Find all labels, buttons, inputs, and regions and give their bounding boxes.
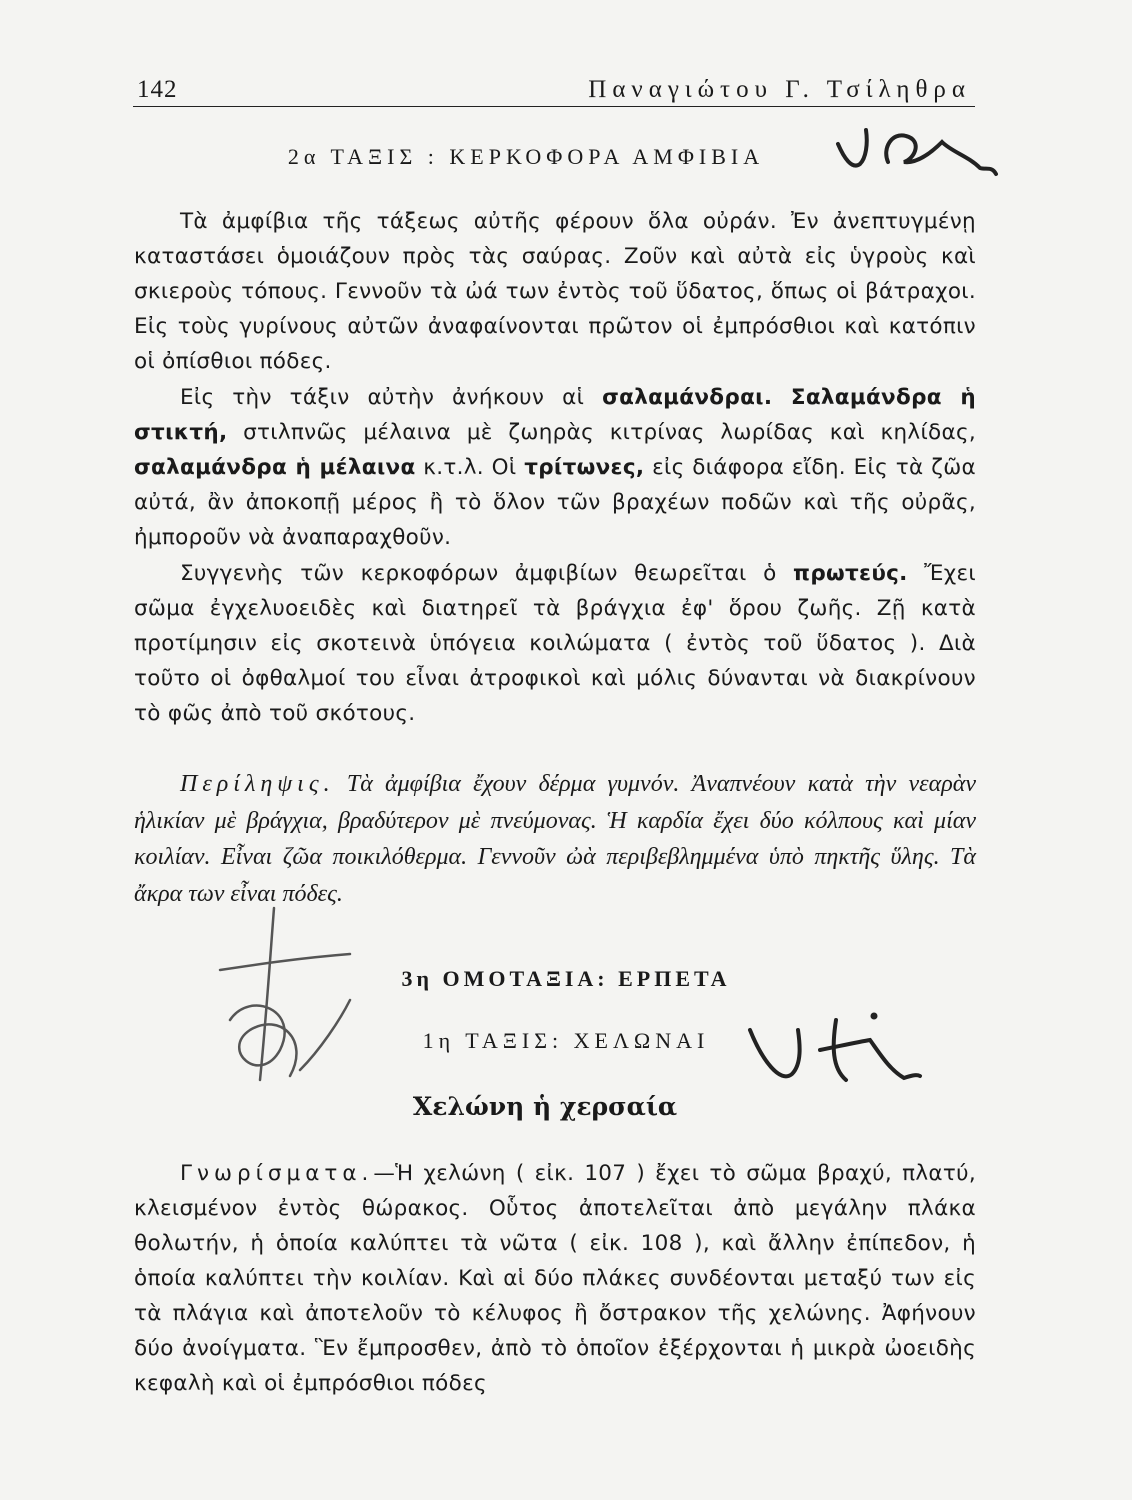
- handwritten-mark-top: [830, 118, 1000, 198]
- paragraph-proteus: Συγγενὴς τῶν κερκοφόρων ἀμφιβίων θεωρεῖται ὁ πρωτεύς. Ἔχει σῶμα ἐγχελυοειδὲς καὶ διατηρεῖ τὰ βράγχια ἐφ' ὅρου ζωῆς. Ζῇ κατὰ προτίμησιν εἰς σκοτεινὰ ὑπόγεια κοιλώματα ( ἐντὸς τοῦ ὕδατος ). Διὰ τοῦτο οἱ ὀφθαλμοί του εἶναι ἀτροφικοὶ καὶ μόλις δύνανται νὰ διακρίνουν τὸ φῶς ἀπὸ τοῦ σκότους.: [134, 561, 977, 726]
- paragraph-tortoise-features: Γνωρίσματα.—Ἡ χελώνη ( εἰκ. 107 ) ἔχει τὸ σῶμα βραχύ, πλατύ, κλεισμένον ἐντὸς θώρακος. Οὗτος ἀποτελεῖται ἀπὸ μεγάλην πλάκα θολωτήν, ἡ ὁποία καλύπτει τὰ νῶτα ( εἰκ. 108 ), καὶ ἄλλην ἐπίπεδον, ἡ ὁποία καλύπτει τὴν κοιλίαν. Καὶ αἱ δύο πλάκες συνδέονται μεταξύ των εἰς τὰ πλάγια καὶ ἀποτελοῦν τὸ κέλυφος ἢ ὄστρακον τῆς χελώνης. Ἀφήνουν δύο ἀνοίγματα. Ἓν ἔμπροσθεν, ἀπὸ τὸ ὁποῖον ἐξέρχονται ἡ μικρὰ ὠοειδὴς κεφαλὴ καὶ οἱ ἐμπρόσθιοι πόδες: [134, 1161, 976, 1396]
- bold-term: τρίτωνες,: [524, 455, 645, 480]
- order-turtles-heading: 1η ΤΑΞΙΣ: ΧΕΛΩΝΑΙ: [422, 1028, 710, 1053]
- running-header: [133, 72, 975, 107]
- paragraph-salamanders: Εἰς τὴν τάξιν αὐτὴν ἀνήκουν αἱ σαλαμάνδραι. Σαλαμάνδρα ἡ στικτή, στιλπνῶς μέλαινα μὲ ζωηρὰς κιτρίνας λωρίδας καὶ κηλίδας, σαλαμάνδρα ἡ μέλαινα κ.τ.λ. Οἱ τρίτωνες, εἰς διάφορα εἴδη. Εἰς τὰ ζῶα αὐτά, ἂν ἀποκοπῇ μέρος ἢ τὸ ὅλον τῶν βραχέων ποδῶν καὶ τῆς οὐρᾶς, ἠμποροῦν νὰ ἀναπαραχθοῦν.: [134, 385, 976, 550]
- page-number: 142: [137, 76, 178, 103]
- reptiles-heading: 3η ΟΜΟΤΑΞΙΑ: ΕΡΠΕΤΑ: [401, 966, 731, 991]
- running-author: Παναγιώτου Γ. Τσίληθρα: [588, 76, 971, 103]
- summary-label: Περίληψις.: [180, 771, 335, 797]
- handwritten-mark-right: [740, 1000, 930, 1100]
- features-label: Γνωρίσματα.: [180, 1161, 374, 1186]
- handwritten-mark-left: [200, 900, 400, 1100]
- bold-term: σαλαμάνδραι. Σαλαμάνδρα ἡ στικτή,: [134, 385, 976, 445]
- bold-term: σαλαμάνδρα ἡ μέλαινα: [134, 455, 416, 480]
- tortoise-subheading: Χελώνη ἡ χερσαία: [412, 1092, 678, 1121]
- bold-term: πρωτεύς.: [793, 561, 908, 586]
- paragraph-tailed-amphibians: Τὰ ἀμφίβια τῆς τάξεως αὐτῆς φέρουν ὅλα οὐράν. Ἐν ἀνεπτυγμένῃ καταστάσει ὁμοιάζουν πρὸς τὰς σαύρας. Ζοῦν καὶ αὐτὰ εἰς ὑγροὺς καὶ σκιεροὺς τόπους. Γεννοῦν τὰ ὠά των ἐντὸς τοῦ ὕδατος, ὅπως οἱ βάτραχοι. Εἰς τοὺς γυρίνους αὐτῶν ἀναφαίνονται πρῶτον οἱ ἐμπρόσθιοι καὶ κατόπιν οἱ ὀπίσθιοι πόδες.: [134, 209, 976, 374]
- summary-paragraph: Περίληψις. Τὰ ἀμφίβια ἔχουν δέρμα γυμνόν. Ἀναπνέουν κατὰ τὴν νεαρὰν ἡλικίαν μὲ βράγχια, βραδύτερον μὲ πνεύμονας. Ἡ καρδία ἔχει δύο κόλπους καὶ μίαν κοιλίαν. Εἶναι ζῶα ποικιλόθερμα. Γεννοῦν ὠὰ περιβεβλημμένα ὑπὸ πηκτῆς ὕλης. Τὰ ἄκρα των εἶναι πόδες.: [134, 771, 976, 907]
- class2-heading: 2α ΤΑΞΙΣ : ΚΕΡΚΟΦΟΡΑ ΑΜΦΙΒΙΑ: [287, 144, 765, 169]
